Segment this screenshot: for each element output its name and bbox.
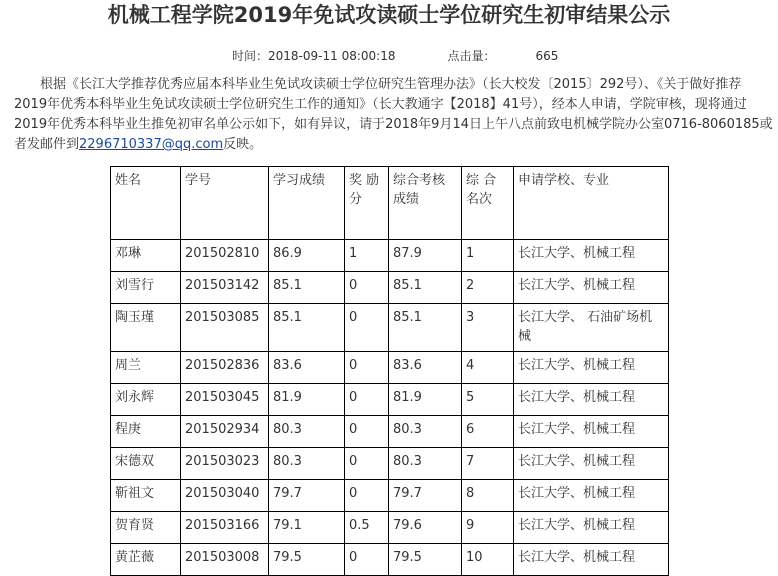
cell-rank: 3 (462, 304, 514, 352)
cell-school-major: 长江大学、机械工程 (514, 544, 669, 576)
cell-bonus-score: 0 (345, 352, 389, 384)
header-school-major: 申请学校、专业 (514, 167, 669, 240)
cell-rank: 1 (462, 240, 514, 272)
cell-bonus-score: 0 (345, 416, 389, 448)
cell-bonus-score: 1 (345, 240, 389, 272)
cell-total-score: 85.1 (389, 272, 462, 304)
cell-total-score: 85.1 (389, 304, 462, 352)
cell-total-score: 79.5 (389, 544, 462, 576)
cell-student-id: 201503142 (181, 272, 269, 304)
cell-student-id: 201502836 (181, 352, 269, 384)
cell-study-score: 81.9 (269, 384, 345, 416)
paragraph-tail: 反映。 (223, 137, 263, 152)
cell-study-score: 80.3 (269, 416, 345, 448)
cell-school-major: 长江大学、机械工程 (514, 352, 669, 384)
header-rank: 综 合名次 (462, 167, 514, 240)
cell-study-score: 79.7 (269, 480, 345, 512)
cell-rank: 7 (462, 448, 514, 480)
cell-rank: 4 (462, 352, 514, 384)
cell-study-score: 79.5 (269, 544, 345, 576)
notice-paragraph (14, 75, 774, 155)
article-meta (232, 47, 558, 64)
cell-rank: 10 (462, 544, 514, 576)
cell-total-score: 87.9 (389, 240, 462, 272)
cell-total-score: 80.3 (389, 448, 462, 480)
table-row (111, 448, 669, 480)
cell-study-score: 83.6 (269, 352, 345, 384)
cell-student-id: 201503008 (181, 544, 269, 576)
table-row (111, 304, 669, 352)
cell-study-score: 86.9 (269, 240, 345, 272)
cell-name: 刘雪行 (111, 272, 181, 304)
cell-name: 刘永辉 (111, 384, 181, 416)
cell-school-major: 长江大学、机械工程 (514, 448, 669, 480)
cell-bonus-score: 0 (345, 384, 389, 416)
cell-study-score: 79.1 (269, 512, 345, 544)
header-student-id: 学号 (181, 167, 269, 240)
cell-name: 邓琳 (111, 240, 181, 272)
email-link[interactable]: 2296710337@qq.com (79, 137, 224, 152)
table-row (111, 480, 669, 512)
cell-rank: 2 (462, 272, 514, 304)
cell-student-id: 201503040 (181, 480, 269, 512)
cell-school-major: 长江大学、 石油矿场机械 (514, 304, 669, 352)
cell-school-major: 长江大学、机械工程 (514, 240, 669, 272)
cell-rank: 6 (462, 416, 514, 448)
cell-school-major: 长江大学、机械工程 (514, 512, 669, 544)
cell-total-score: 81.9 (389, 384, 462, 416)
cell-name: 宋德双 (111, 448, 181, 480)
header-total-score: 综合考核成绩 (389, 167, 462, 240)
cell-total-score: 79.7 (389, 480, 462, 512)
table-row (111, 416, 669, 448)
cell-student-id: 201502810 (181, 240, 269, 272)
cell-study-score: 85.1 (269, 272, 345, 304)
cell-school-major: 长江大学、机械工程 (514, 272, 669, 304)
cell-school-major: 长江大学、机械工程 (514, 480, 669, 512)
table-row (111, 272, 669, 304)
table-row (111, 240, 669, 272)
cell-bonus-score: 0 (345, 272, 389, 304)
cell-student-id: 201503045 (181, 384, 269, 416)
cell-bonus-score: 0.5 (345, 512, 389, 544)
header-study-score: 学习成绩 (269, 167, 345, 240)
header-name: 姓名 (111, 167, 181, 240)
cell-rank: 9 (462, 512, 514, 544)
cell-name: 周兰 (111, 352, 181, 384)
publish-time: 2018-09-11 08:00:18 (268, 49, 396, 63)
table-row (111, 352, 669, 384)
cell-student-id: 201503023 (181, 448, 269, 480)
table-row (111, 544, 669, 576)
cell-study-score: 85.1 (269, 304, 345, 352)
cell-name: 陶玉瑾 (111, 304, 181, 352)
table-row (111, 512, 669, 544)
cell-student-id: 201503166 (181, 512, 269, 544)
cell-total-score: 79.6 (389, 512, 462, 544)
views-label: 点击量： (447, 49, 496, 63)
cell-name: 黄芷薇 (111, 544, 181, 576)
page-title: 机械工程学院2019年免试攻读硕士学位研究生初审结果公示 (107, 3, 671, 27)
cell-bonus-score: 0 (345, 480, 389, 512)
cell-school-major: 长江大学、机械工程 (514, 384, 669, 416)
time-label: 时间： (232, 49, 269, 63)
results-table (110, 166, 669, 576)
cell-bonus-score: 0 (345, 304, 389, 352)
cell-school-major: 长江大学、机械工程 (514, 416, 669, 448)
cell-bonus-score: 0 (345, 448, 389, 480)
cell-name: 靳祖文 (111, 480, 181, 512)
cell-total-score: 83.6 (389, 352, 462, 384)
cell-rank: 5 (462, 384, 514, 416)
table-header-row (111, 167, 669, 240)
cell-name: 贺育贤 (111, 512, 181, 544)
cell-bonus-score: 0 (345, 544, 389, 576)
paragraph-text: 根据《长江大学推荐优秀应届本科毕业生免试攻读硕士学位研究生管理办法》（长大校发〔2015〕292号）、《关于做好推荐2019年优秀本科毕业生免试攻读硕士学位研究生工作的通知》（长大教通字【2018】41号），经本人申请，学院审核，现将通过2019年优秀本科毕业生推免初审名单公示如下，如有异议，请于2018年9月14日上午八点前致电机械学院办公室0716-8060185或者发邮件到 (14, 77, 773, 152)
views-count: 665 (535, 49, 559, 63)
cell-total-score: 80.3 (389, 416, 462, 448)
cell-study-score: 80.3 (269, 448, 345, 480)
cell-rank: 8 (462, 480, 514, 512)
header-bonus-score: 奖 励分 (345, 167, 389, 240)
cell-name: 程庚 (111, 416, 181, 448)
table-row (111, 384, 669, 416)
cell-student-id: 201503085 (181, 304, 269, 352)
cell-student-id: 201502934 (181, 416, 269, 448)
